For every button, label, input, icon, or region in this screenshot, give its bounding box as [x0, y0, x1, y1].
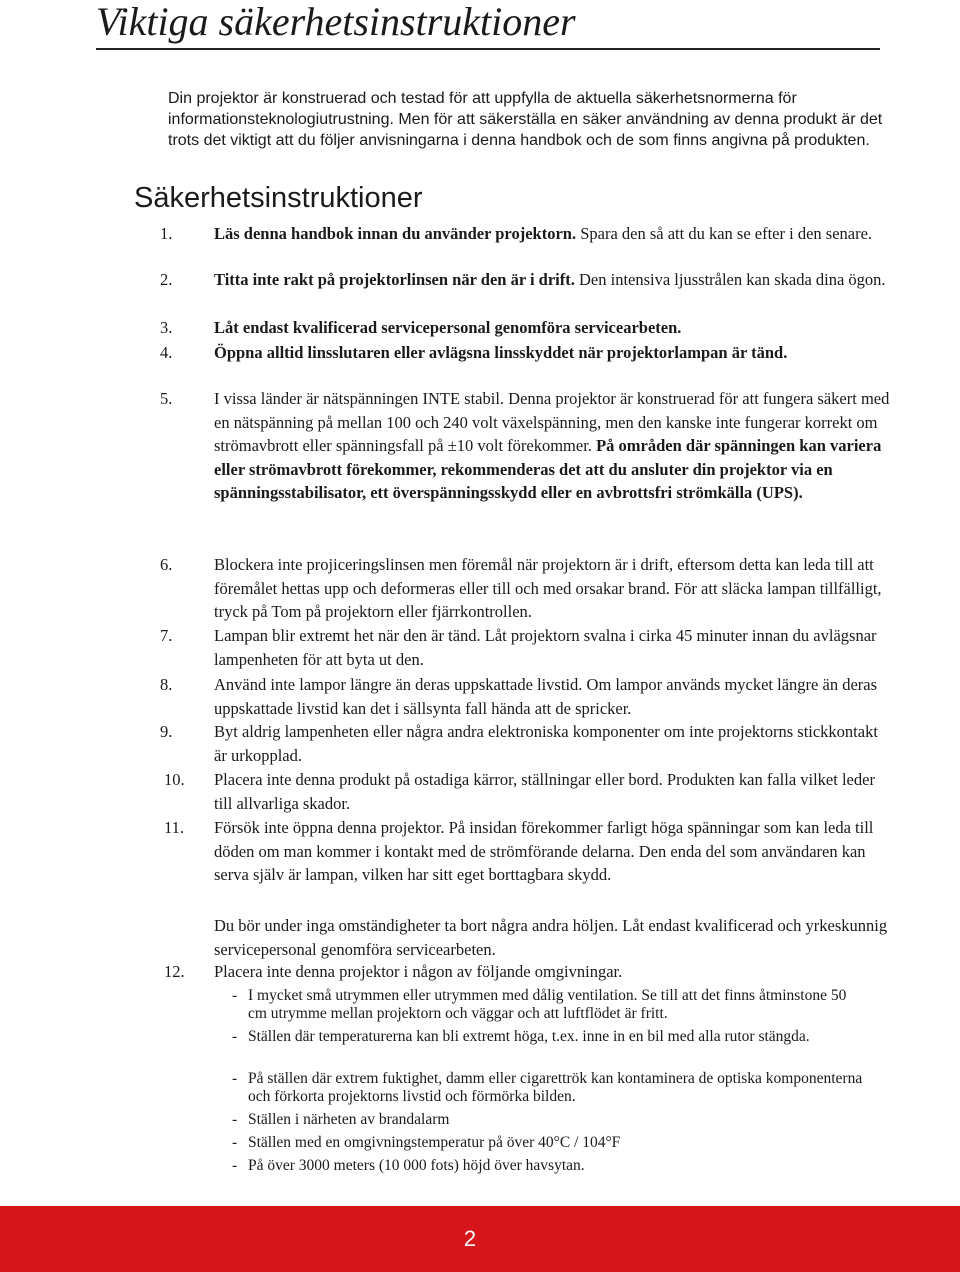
item-text [214, 387, 890, 505]
page-title: Viktiga säkerhetsinstruktioner [96, 0, 576, 44]
page-number: 2 [463, 1226, 477, 1251]
dash-bullet: - [232, 1111, 238, 1128]
dash-bullet: - [232, 1134, 238, 1151]
item-text [214, 268, 890, 292]
item-plain-text: Denna projektor är konstruerad för att fungera säkert med en nätspänning på mellan 100 och 240 volt växelspänning, men den kanske inte fungerar korrekt om strömavbrott eller spänningsfall på ±10 volt förekommer. [214, 389, 890, 455]
item-text: Försök inte öppna denna projektor. På insidan förekommer farligt höga spänningar som kan leda till döden om man kommer i kontakt med de strömförande delarna. Den enda del som användaren kan serva själv är lampan, vilken har sitt eget borttagbara skydd. [214, 818, 874, 884]
item-plain-text: Den intensiva ljusstrålen kan skada dina ögon. [574, 270, 886, 289]
footer-bar [0, 1206, 960, 1272]
item-bold-text: Låt endast kvalificerad servicepersonal genomföra servicearbeten. [214, 318, 682, 337]
item-number: 1. [160, 224, 173, 243]
item-number: 2. [160, 270, 173, 289]
item-text: Placera inte denna projektor i någon av följande omgivningar. [214, 962, 623, 981]
item-bold-text: Titta inte rakt på projektorlinsen när den är i drift. [214, 270, 575, 289]
item-number: 11. [164, 818, 185, 837]
item-lead-text: I vissa länder är nätspänningen INTE stabil. [214, 389, 505, 408]
sub-item-text: Ställen med en omgivningstemperatur på över 40°C / 104°F [248, 1134, 621, 1151]
item-text: Byt aldrig lampenheten eller några andra elektroniska komponenter om inte projektorns stickkontakt är urkopplad. [214, 722, 878, 765]
title-rule [96, 48, 880, 50]
item-plain-text: Spara den så att du kan se efter i den senare. [576, 224, 873, 243]
sub-item-text: I mycket små utrymmen eller utrymmen med dålig ventilation. Se till att det finns åtminstone 50 cm utrymme mellan projektorn och väggar och att luftflödet är fritt. [248, 987, 847, 1022]
item-number: 12. [164, 962, 185, 981]
item-number: 9. [160, 722, 173, 741]
item-text [214, 222, 890, 246]
item-text: Lampan blir extremt het när den är tänd. Låt projektorn svalna i cirka 45 minuter innan du avlägsnar lampenheten för att byta ut den. [214, 626, 877, 669]
item-bold-text: På områden där spänningen kan variera eller strömavbrott förekommer, rekommenderas det att du ansluter din projektor via en spänningsstabilisator, ett överspänningsskydd eller en avbrottsfri strömkälla (UPS). [214, 436, 882, 502]
intro-paragraph: Din projektor är konstruerad och testad för att uppfylla de aktuella säkerhetsnormerna för informationsteknologiutrustning. Men för att säkerställa en säker användning av denna produkt är det trots det viktigt att du följer anvisningarna i denna handbok och de som finns angivna på produkten. [168, 90, 883, 149]
dash-bullet: - [232, 1070, 238, 1087]
dash-bullet: - [232, 987, 238, 1004]
item-extra-text: Du bör under inga omständigheter ta bort några andra höljen. Låt endast kvalificerad och yrkeskunnig servicepersonal genomföra servicearbeten. [214, 916, 888, 959]
sub-item-text: Ställen i närheten av brandalarm [248, 1111, 450, 1128]
item-number: 3. [160, 318, 173, 337]
item-number: 10. [164, 770, 185, 789]
item-bold-text: Öppna alltid linsslutaren eller avlägsna linsskyddet när projektorlampan är tänd. [214, 343, 788, 362]
item-text [214, 341, 890, 365]
item-text: Blockera inte projiceringslinsen men föremål när projektorn är i drift, eftersom detta kan leda till att föremålet hettas upp och deformeras eller till och med orsakar brand. För att släcka lampan tillfälligt, tryck på Tom på projektorn eller fjärrkontrollen. [214, 555, 882, 621]
section-heading: Säkerhetsinstruktioner [134, 182, 423, 214]
dash-bullet: - [232, 1157, 238, 1174]
item-number: 6. [160, 555, 173, 574]
item-text: Använd inte lampor längre än deras uppskattade livstid. Om lampor används mycket längre än deras uppskattade livstid kan det i sällsynta fall hända att de spricker. [214, 675, 878, 718]
item-number: 4. [160, 343, 173, 362]
item-bold-text: Läs denna handbok innan du använder projektorn. [214, 224, 577, 243]
sub-item-text: På över 3000 meters (10 000 fots) höjd över havsytan. [248, 1157, 585, 1174]
item-text [214, 316, 890, 340]
sub-item-text: På ställen där extrem fuktighet, damm eller cigarettrök kan kontaminera de optiska komponenterna och förkorta projektorns livstid och förmörka bilden. [248, 1070, 863, 1105]
item-text: Placera inte denna produkt på ostadiga kärror, ställningar eller bord. Produkten kan falla vilket leder till allvarliga skador. [214, 770, 875, 813]
sub-item-text: Ställen där temperaturerna kan bli extremt höga, t.ex. inne in en bil med alla rutor stängda. [248, 1028, 810, 1045]
dash-bullet: - [232, 1028, 238, 1045]
item-number: 8. [160, 675, 173, 694]
item-number: 7. [160, 626, 173, 645]
item-number: 5. [160, 389, 173, 408]
